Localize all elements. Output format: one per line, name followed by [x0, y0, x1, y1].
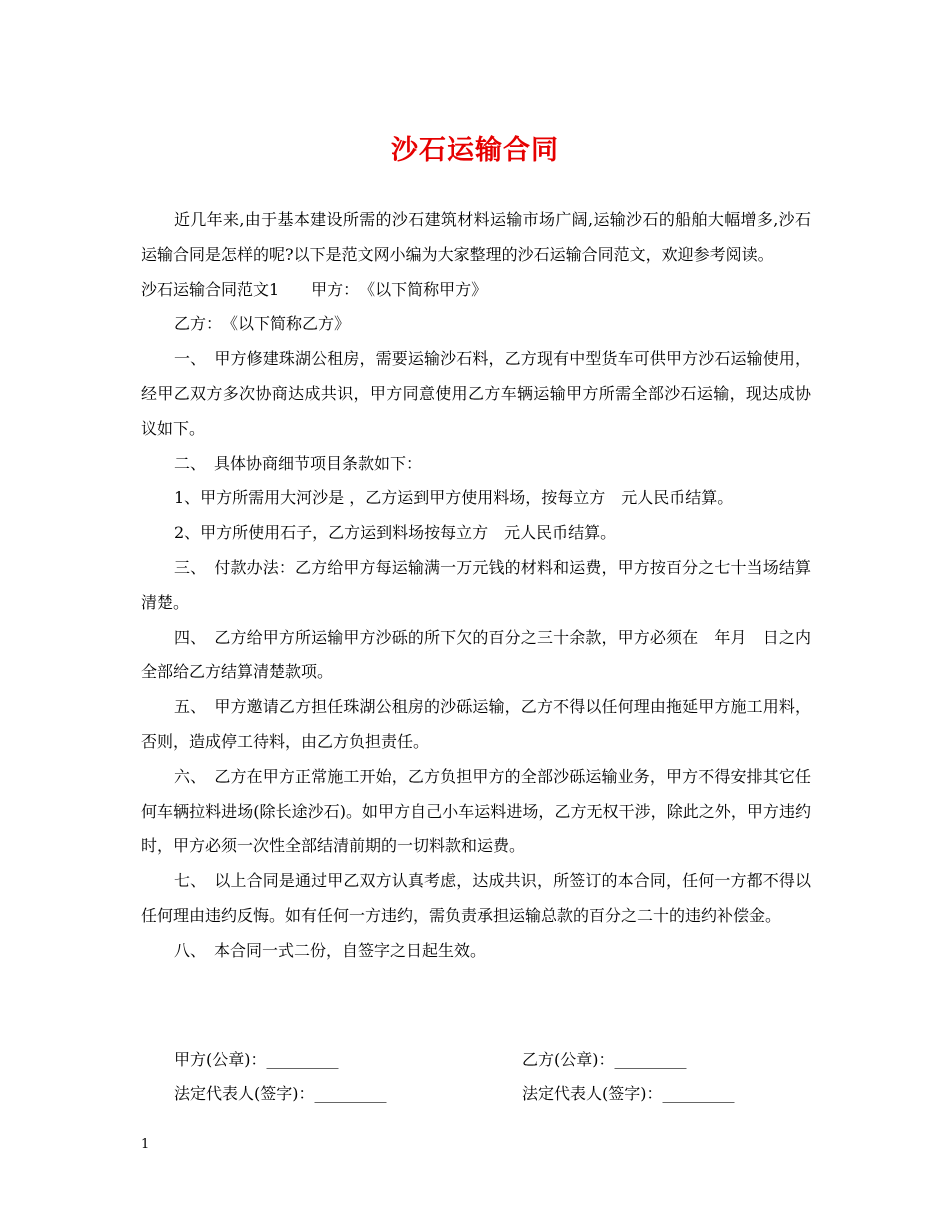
party-b-seal-field: 乙方(公章)：_________ — [522, 1050, 687, 1069]
party-a-representative-field: 法定代表人(签字)：_________ — [174, 1084, 387, 1103]
clause-1: 一、 甲方修建珠湖公租房，需要运输沙石料，乙方现有中型货车可供甲方沙石运输使用，经甲乙双方多次协商达成共识，甲方同意使用乙方车辆运输甲方所需全部沙石运输，现达成协议如下。 — [141, 349, 811, 438]
page-number: 1 — [141, 1137, 150, 1152]
clause-5: 五、 甲方邀请乙方担任珠湖公租房的沙砾运输，乙方不得以任何理由拖延甲方施工用料，否则，造成停工待料，由乙方负担责任。 — [141, 697, 811, 751]
intro-paragraph: 近几年来,由于基本建设所需的沙石建筑材料运输市场广阔,运输沙石的船舶大幅增多,沙石运输合同是怎样的呢?以下是范文网小编为大家整理的沙石运输合同范文，欢迎参考阅读。 — [141, 210, 811, 264]
clause-8: 八、 本合同一式二份，自签字之日起生效。 — [174, 940, 487, 960]
clause-2: 二、 具体协商细节项目条款如下： — [174, 453, 423, 473]
party-b-representative-field: 法定代表人(签字)：_________ — [522, 1084, 735, 1103]
clause-7: 七、 以上合同是通过甲乙双方认真考虑，达成共识，所签订的本合同，任何一方都不得以任何理由违约反悔。如有任何一方违约，需负责承担运输总款的百分之二十的违约补偿金。 — [141, 871, 811, 925]
clause-3: 三、 付款办法：乙方给甲方每运输满一万元钱的材料和运费，甲方按百分之七十当场结算清楚。 — [141, 557, 811, 612]
clause-4: 四、 乙方给甲方所运输甲方沙砾的所下欠的百分之三十余款，甲方必须在 年月 日之内全部给乙方结算清楚款项。 — [141, 627, 811, 682]
signature-row-seal — [141, 1047, 811, 1081]
signature-row-representative — [141, 1081, 811, 1115]
clause-6: 六、 乙方在甲方正常施工开始，乙方负担甲方的全部沙砾运输业务，甲方不得安排其它任何车辆拉料进场(除长途沙石)。如甲方自己小车运料进场，乙方无权干涉，除此之外，甲方违约时，甲方必须一次性全部结清前期的一切料款和运费。 — [141, 766, 811, 856]
clause-2-item-1: 1、甲方所需用大河沙是 ，乙方运到甲方使用料场，按每立方 元人民币结算。 — [174, 488, 734, 508]
party-a-seal-field: 甲方(公章)：_________ — [174, 1050, 339, 1069]
clause-2-item-2: 2、甲方所使用石子，乙方运到料场按每立方 元人民币结算。 — [174, 523, 617, 543]
document-body — [141, 203, 811, 969]
sample-heading: 沙石运输合同范文1 甲方： 《以下简称甲方》 — [141, 279, 488, 299]
document-title: 沙石运输合同 — [391, 135, 559, 166]
party-b-line: 乙方： 《以下简称乙方》 — [174, 314, 351, 334]
